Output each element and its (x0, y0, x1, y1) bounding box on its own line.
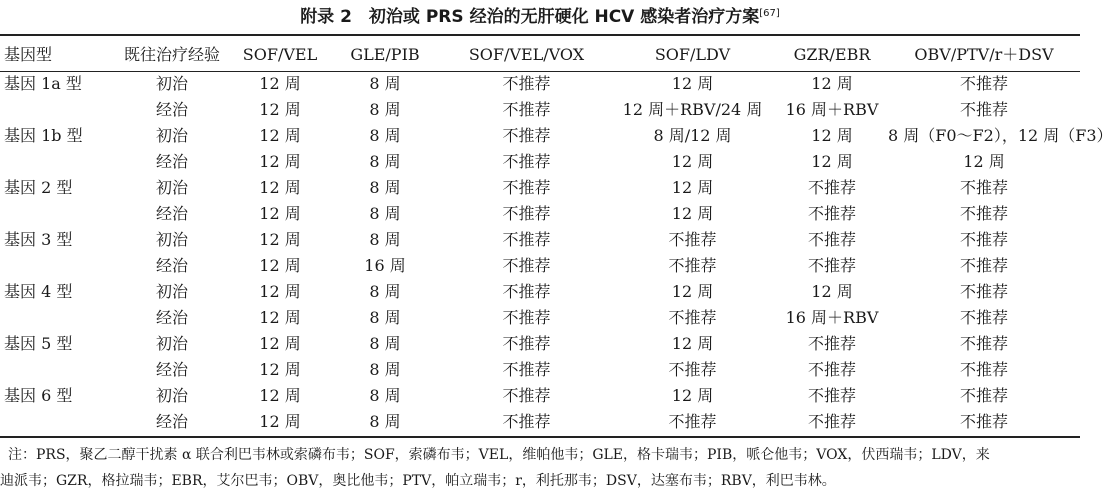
column-header-obv-ptv-r-dsv: OBV/PTV/r＋DSV (914, 45, 1054, 64)
regimen-cell-gle-pib: 8 周 (369, 308, 401, 327)
table-row (0, 97, 1080, 123)
regimen-cell-sof-vel: 12 周 (259, 126, 301, 145)
treatment-experience-cell: 经治 (155, 152, 188, 171)
table-row (0, 123, 1080, 149)
regimen-cell-obv-ptv-r-dsv: 不推荐 (959, 360, 1008, 379)
regimen-cell-sof-vel: 12 周 (259, 74, 301, 93)
regimen-cell-obv-ptv-r-dsv: 不推荐 (959, 412, 1008, 431)
regimen-cell-sof-ldv: 不推荐 (668, 230, 717, 249)
table-title-text: 附录 2 初治或 PRS 经治的无肝硬化 HCV 感染者治疗方案 (300, 7, 760, 27)
table-row (0, 149, 1080, 175)
regimen-cell-gle-pib: 8 周 (369, 386, 401, 405)
column-header-gle-pib: GLE/PIB (350, 45, 420, 64)
treatment-experience-cell: 经治 (155, 360, 188, 379)
treatment-experience-cell: 初治 (155, 178, 188, 197)
genotype-cell: 基因 5 型 (4, 334, 73, 353)
regimen-cell-gle-pib: 8 周 (369, 126, 401, 145)
treatment-experience-cell: 初治 (155, 126, 188, 145)
treatment-experience-cell: 初治 (155, 230, 188, 249)
table-row (0, 409, 1080, 435)
footnote-line-1: 注：PRS，聚乙二醇干扰素 α 联合利巴韦林或索磷布韦；SOF，索磷布韦；VEL，维帕他韦；GLE，格卡瑞韦；PIB，哌仑他韦；VOX，伏西瑞韦；LDV，来 (8, 447, 990, 463)
regimen-cell-gzr-ebr: 12 周 (811, 152, 853, 171)
regimen-cell-sof-vel-vox: 不推荐 (502, 308, 551, 327)
regimen-cell-obv-ptv-r-dsv: 不推荐 (959, 178, 1008, 197)
regimen-cell-sof-ldv: 12 周 (671, 74, 714, 93)
table-row (0, 383, 1080, 409)
regimen-cell-gle-pib: 8 周 (369, 360, 401, 379)
regimen-cell-sof-vel: 12 周 (259, 204, 301, 223)
genotype-cell (0, 253, 110, 279)
regimen-cell-sof-vel: 12 周 (259, 334, 301, 353)
regimen-cell-obv-ptv-r-dsv: 不推荐 (959, 74, 1008, 93)
regimen-cell-sof-vel: 12 周 (259, 308, 301, 327)
regimen-cell-gzr-ebr: 不推荐 (807, 256, 856, 275)
regimen-cell-sof-vel-vox: 不推荐 (502, 256, 551, 275)
regimen-cell-obv-ptv-r-dsv: 12 周 (963, 152, 1005, 171)
column-header-genotype: 基因型 (4, 45, 53, 64)
regimen-cell-gle-pib: 8 周 (369, 152, 401, 171)
regimen-cell-obv-ptv-r-dsv: 8 周（F0～F2），12 周（F3） (888, 126, 1113, 145)
table-body (0, 71, 1113, 435)
column-header-sof-vel-vox: SOF/VEL/VOX (468, 45, 585, 64)
table-row (0, 227, 1080, 253)
regimen-cell-gle-pib: 8 周 (369, 100, 401, 119)
regimen-cell-gle-pib: 8 周 (369, 282, 401, 301)
regimen-cell-sof-ldv: 12 周 (671, 334, 714, 353)
genotype-cell (0, 409, 110, 435)
regimen-cell-sof-vel: 12 周 (259, 152, 301, 171)
regimen-cell-sof-vel-vox: 不推荐 (502, 204, 551, 223)
regimen-cell-sof-vel: 12 周 (259, 412, 301, 431)
regimen-cell-sof-ldv: 12 周 (671, 204, 714, 223)
regimen-cell-sof-ldv: 不推荐 (668, 360, 717, 379)
regimen-cell-gzr-ebr: 16 周＋RBV (785, 100, 879, 119)
column-header-sof-vel: SOF/VEL (242, 45, 318, 64)
regimen-cell-sof-ldv: 不推荐 (668, 256, 717, 275)
regimen-cell-sof-vel-vox: 不推荐 (502, 152, 551, 171)
regimen-cell-sof-ldv: 12 周 (671, 282, 714, 301)
regimen-cell-sof-ldv: 不推荐 (668, 412, 717, 431)
column-header-gzr-ebr: GZR/EBR (793, 45, 871, 64)
column-header-treatment-experience: 既往治疗经验 (123, 45, 220, 64)
genotype-cell: 基因 6 型 (4, 386, 73, 405)
regimen-cell-gzr-ebr: 不推荐 (807, 334, 856, 353)
treatment-experience-cell: 初治 (155, 282, 188, 301)
regimen-cell-sof-vel-vox: 不推荐 (502, 178, 551, 197)
bottom-rule (0, 436, 1080, 438)
genotype-cell (0, 201, 110, 227)
table-row (0, 279, 1080, 305)
table-row (0, 331, 1080, 357)
regimen-cell-obv-ptv-r-dsv: 不推荐 (959, 282, 1008, 301)
regimen-cell-sof-vel-vox: 不推荐 (502, 386, 551, 405)
table-header-row (0, 38, 1080, 71)
regimen-cell-sof-vel-vox: 不推荐 (502, 360, 551, 379)
table-row (0, 201, 1080, 227)
regimen-cell-sof-vel-vox: 不推荐 (502, 74, 551, 93)
regimen-cell-gle-pib: 8 周 (369, 334, 401, 353)
treatment-experience-cell: 经治 (155, 256, 188, 275)
treatment-experience-cell: 经治 (155, 308, 188, 327)
regimen-cell-sof-vel-vox: 不推荐 (502, 334, 551, 353)
regimen-cell-sof-vel-vox: 不推荐 (502, 230, 551, 249)
regimen-cell-sof-vel: 12 周 (259, 178, 301, 197)
genotype-cell: 基因 3 型 (4, 230, 73, 249)
genotype-cell: 基因 1a 型 (4, 74, 82, 93)
regimen-cell-sof-vel: 12 周 (259, 230, 301, 249)
table-row (0, 71, 1080, 97)
table-row (0, 175, 1080, 201)
top-rule (0, 34, 1080, 36)
treatment-experience-cell: 初治 (155, 386, 188, 405)
regimen-cell-gzr-ebr: 不推荐 (807, 178, 856, 197)
regimen-cell-sof-ldv: 8 周/12 周 (653, 126, 732, 145)
treatment-experience-cell: 初治 (155, 74, 188, 93)
genotype-cell (0, 305, 110, 331)
regimen-cell-obv-ptv-r-dsv: 不推荐 (959, 334, 1008, 353)
column-header-sof-ldv: SOF/LDV (654, 45, 731, 64)
regimen-cell-sof-vel-vox: 不推荐 (502, 412, 551, 431)
regimen-cell-gzr-ebr: 不推荐 (807, 204, 856, 223)
regimen-cell-sof-ldv: 12 周 (671, 386, 714, 405)
treatment-experience-cell: 经治 (155, 412, 188, 431)
treatment-experience-cell: 经治 (155, 100, 188, 119)
regimen-cell-obv-ptv-r-dsv: 不推荐 (959, 230, 1008, 249)
regimen-cell-sof-ldv: 12 周 (671, 152, 714, 171)
regimen-cell-sof-ldv: 不推荐 (668, 308, 717, 327)
genotype-cell: 基因 4 型 (4, 282, 73, 301)
regimen-cell-gzr-ebr: 不推荐 (807, 386, 856, 405)
table-row (0, 305, 1080, 331)
regimen-cell-gzr-ebr: 12 周 (811, 74, 853, 93)
genotype-cell (0, 97, 110, 123)
regimen-cell-gle-pib: 8 周 (369, 412, 401, 431)
regimen-cell-obv-ptv-r-dsv: 不推荐 (959, 256, 1008, 275)
treatment-experience-cell: 初治 (155, 334, 188, 353)
regimen-cell-sof-vel-vox: 不推荐 (502, 100, 551, 119)
regimen-cell-sof-ldv: 12 周 (671, 178, 714, 197)
regimen-cell-gzr-ebr: 不推荐 (807, 412, 856, 431)
regimen-cell-gle-pib: 8 周 (369, 74, 401, 93)
regimen-cell-sof-vel: 12 周 (259, 386, 301, 405)
regimen-cell-sof-vel: 12 周 (259, 360, 301, 379)
genotype-cell (0, 149, 110, 175)
treatment-regimen-table (0, 38, 1113, 435)
regimen-cell-obv-ptv-r-dsv: 不推荐 (959, 386, 1008, 405)
regimen-cell-obv-ptv-r-dsv: 不推荐 (959, 204, 1008, 223)
regimen-cell-gzr-ebr: 12 周 (811, 126, 853, 145)
regimen-cell-gzr-ebr: 不推荐 (807, 360, 856, 379)
regimen-cell-gle-pib: 8 周 (369, 178, 401, 197)
footnote-line-2: 迪派韦；GZR，格拉瑞韦；EBR，艾尔巴韦；OBV，奥比他韦；PTV，帕立瑞韦；r，利托那韦；DSV，达塞布韦；RBV，利巴韦林。 (0, 473, 836, 489)
genotype-cell: 基因 1b 型 (4, 126, 83, 145)
regimen-cell-sof-vel-vox: 不推荐 (502, 126, 551, 145)
regimen-cell-sof-vel-vox: 不推荐 (502, 282, 551, 301)
genotype-cell (0, 357, 110, 383)
regimen-cell-gzr-ebr: 16 周＋RBV (785, 308, 879, 327)
table-row (0, 253, 1080, 279)
regimen-cell-sof-vel: 12 周 (259, 100, 301, 119)
regimen-cell-gle-pib: 8 周 (369, 204, 401, 223)
table-title (0, 4, 1080, 30)
regimen-cell-sof-vel: 12 周 (259, 256, 301, 275)
regimen-cell-sof-vel: 12 周 (259, 282, 301, 301)
reference-superscript: [67] (759, 8, 780, 19)
table-row (0, 357, 1080, 383)
regimen-cell-obv-ptv-r-dsv: 不推荐 (959, 100, 1008, 119)
regimen-cell-obv-ptv-r-dsv: 不推荐 (959, 308, 1008, 327)
regimen-cell-gzr-ebr: 12 周 (811, 282, 853, 301)
regimen-cell-gzr-ebr: 不推荐 (807, 230, 856, 249)
regimen-cell-gle-pib: 8 周 (369, 230, 401, 249)
regimen-cell-gle-pib: 16 周 (364, 256, 406, 275)
regimen-cell-sof-ldv: 12 周＋RBV/24 周 (622, 100, 763, 119)
treatment-experience-cell: 经治 (155, 204, 188, 223)
genotype-cell: 基因 2 型 (4, 178, 73, 197)
